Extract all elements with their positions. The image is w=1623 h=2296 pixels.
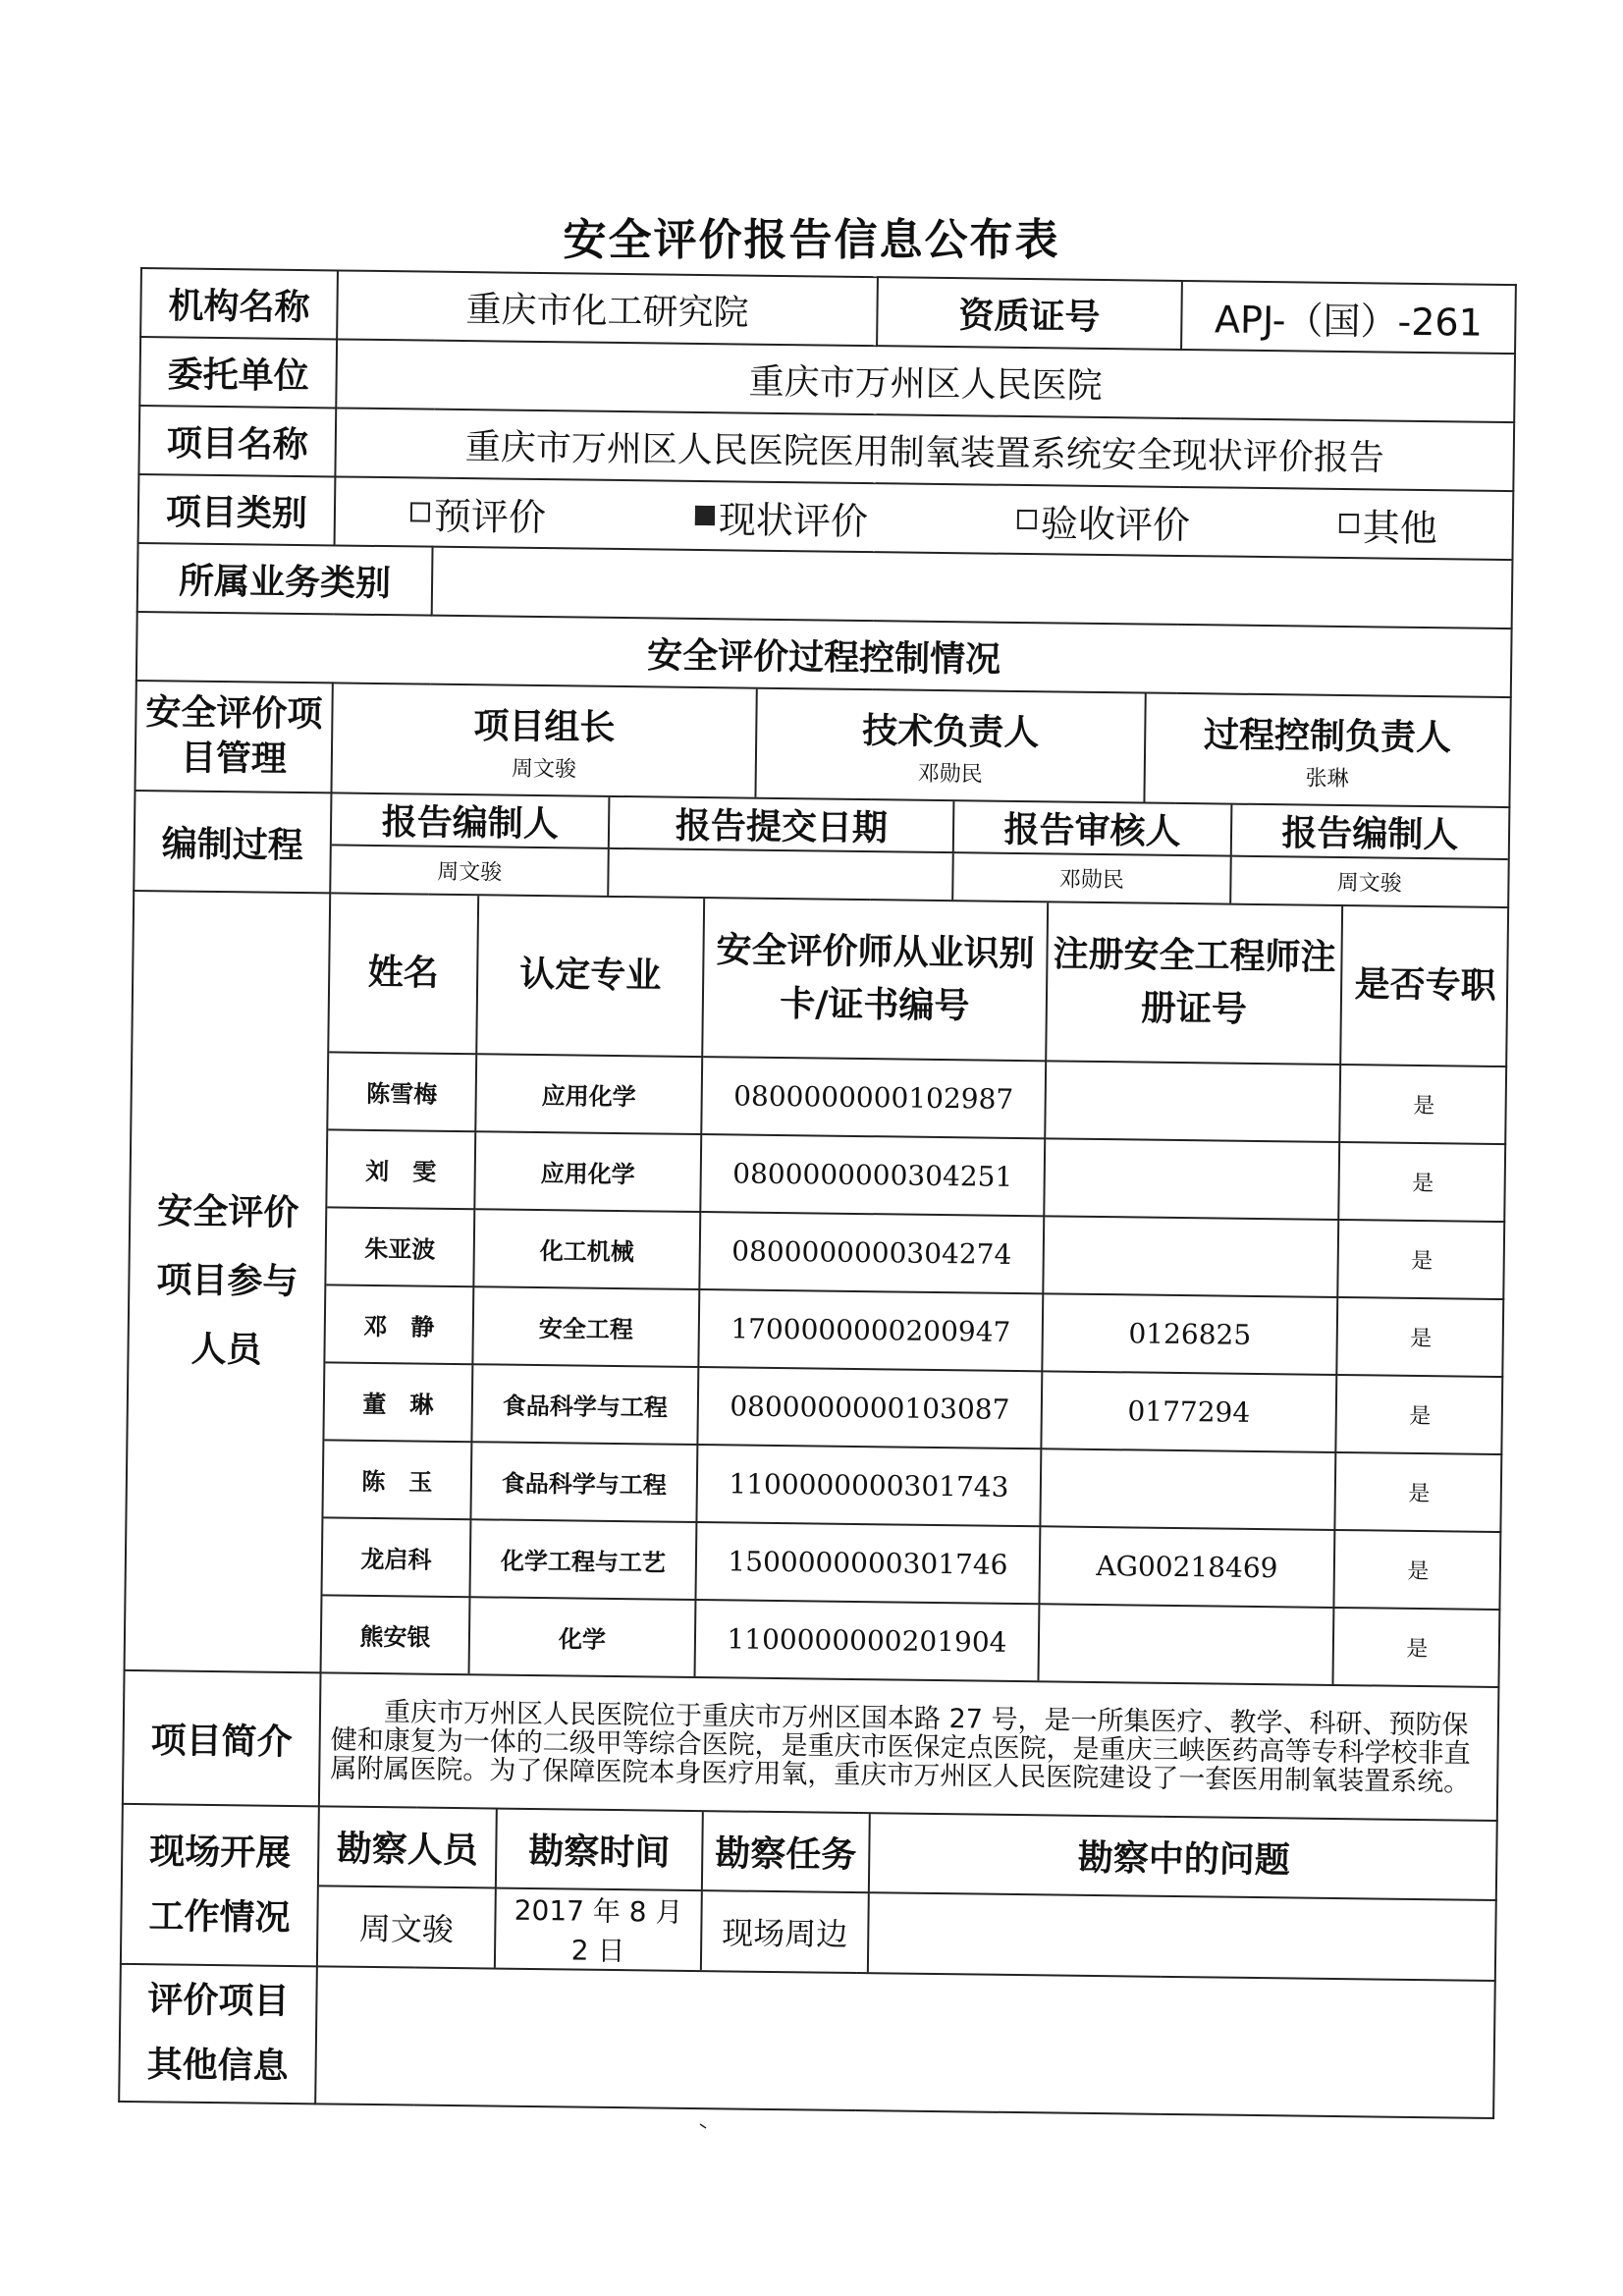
category-option-pre: 预评价 <box>410 485 547 541</box>
intro-text: 重庆市万州区人民医院位于重庆市万州区国本路 27 号，是一所集医疗、教学、科研、预防保健和康复为一体的二级甲等综合医院，是重庆市医保定点医院，是重庆三峡医药高等专科学校非直属附属医院。为了保障医院本身医疗用氧，重庆市万州区人民医院建设了一套医用制氧装置系统。 <box>319 1672 1499 1821</box>
compile-date-value <box>609 848 953 900</box>
header-name: 姓名 <box>329 894 478 1054</box>
participant-specialty: 化学 <box>469 1597 696 1676</box>
table-row <box>326 1207 1505 1299</box>
compile-author2-title: 报告编制人 <box>1230 805 1508 859</box>
management-roles <box>331 683 1510 807</box>
category-option-other: 其他 <box>1339 496 1438 551</box>
checkbox-checked-icon <box>695 506 715 525</box>
business-label: 所属业务类别 <box>137 543 433 616</box>
org-value: 重庆市化工研究院 <box>337 270 878 346</box>
org-label: 机构名称 <box>140 268 338 339</box>
survey-task: 现场周边 <box>701 1890 869 1972</box>
info-sheet <box>118 267 1515 2119</box>
participant-reg <box>1040 1449 1335 1530</box>
checkbox-icon <box>1339 514 1359 533</box>
survey-block <box>317 1806 1497 1981</box>
compile-author-title: 报告编制人 <box>332 793 610 847</box>
participant-card: 0800000000304274 <box>699 1212 1044 1293</box>
survey-person: 周文骏 <box>318 1886 496 1967</box>
participant-specialty: 食品科学与工程 <box>471 1364 698 1445</box>
intro-label: 项目简介 <box>123 1670 321 1806</box>
header-specialty: 认定专业 <box>476 896 704 1057</box>
participant-reg <box>1038 1604 1333 1684</box>
participant-card: 0800000000102987 <box>701 1057 1046 1138</box>
table-row <box>323 1440 1502 1532</box>
participant-specialty: 化工机械 <box>473 1209 700 1289</box>
survey-issue <box>868 1892 1497 1980</box>
business-value <box>432 547 1513 629</box>
participant-card: 0800000000304251 <box>700 1134 1045 1216</box>
participant-name: 龙启科 <box>322 1517 470 1597</box>
participant-name: 邓 静 <box>325 1285 473 1364</box>
project-label: 项目名称 <box>138 406 336 476</box>
compile-date-title: 报告提交日期 <box>609 797 953 852</box>
compile-author-value: 周文骏 <box>331 845 609 895</box>
participant-name: 熊安银 <box>322 1595 470 1673</box>
participant-reg <box>1043 1216 1338 1297</box>
participant-specialty: 应用化学 <box>474 1131 701 1212</box>
participants-block <box>321 893 1509 1687</box>
role-process: 过程控制负责人 张琳 <box>1144 694 1510 807</box>
info-table <box>118 267 1517 2119</box>
cert-label: 资质证号 <box>877 277 1182 350</box>
participants-label: 安全评价项目参与人员 <box>125 891 331 1672</box>
compile-reviewer-title: 报告审核人 <box>953 801 1231 855</box>
participant-name: 董 琳 <box>324 1362 472 1442</box>
survey-header-task: 勘察任务 <box>702 1812 870 1892</box>
cert-value: APJ-（国）-261 <box>1181 281 1516 354</box>
role-leader: 项目组长 周文骏 <box>332 683 757 796</box>
client-value: 重庆市万州区人民医院 <box>336 339 1515 422</box>
process-section-title: 安全评价过程控制情况 <box>136 612 1512 697</box>
table-row <box>322 1517 1501 1610</box>
participant-reg: AG00218469 <box>1039 1526 1334 1608</box>
participant-fulltime: 是 <box>1334 1452 1502 1532</box>
participant-specialty: 安全工程 <box>472 1286 699 1367</box>
survey-label: 现场开展工作情况 <box>121 1804 319 1966</box>
participant-card: 1100000000301743 <box>696 1445 1041 1526</box>
header-reg: 注册安全工程师注册证号 <box>1046 902 1342 1065</box>
table-row <box>322 1595 1501 1686</box>
table-row <box>325 1285 1504 1377</box>
participant-fulltime: 是 <box>1338 1142 1506 1222</box>
category-label: 项目类别 <box>138 474 336 545</box>
compile-reviewer-value: 邓勋民 <box>952 852 1230 902</box>
header-fulltime: 是否专职 <box>1340 906 1509 1066</box>
compile-label: 编制过程 <box>134 791 331 893</box>
participant-name: 朱亚波 <box>326 1207 474 1286</box>
survey-header-person: 勘察人员 <box>319 1807 497 1887</box>
document-title: 安全评价报告信息公布表 <box>563 215 1060 265</box>
survey-header-issue: 勘察中的问题 <box>869 1814 1498 1900</box>
participant-card: 1100000000201904 <box>695 1600 1040 1680</box>
table-row <box>324 1362 1503 1454</box>
checkbox-icon <box>410 502 430 521</box>
checkbox-icon <box>1017 510 1037 529</box>
participant-fulltime: 是 <box>1335 1375 1503 1454</box>
participant-fulltime: 是 <box>1337 1220 1505 1299</box>
participant-reg <box>1044 1138 1339 1220</box>
participant-name: 陈雪梅 <box>328 1052 476 1131</box>
compile-author2-value: 周文骏 <box>1230 856 1508 906</box>
participant-specialty: 食品科学与工程 <box>470 1442 697 1522</box>
participant-card: 1500000000301746 <box>695 1522 1040 1604</box>
project-value: 重庆市万州区人民医院医用制氧装置系统安全现状评价报告 <box>335 408 1514 491</box>
role-tech: 技术负责人 邓勋民 <box>756 689 1146 802</box>
compile-cols <box>330 793 1509 907</box>
participant-specialty: 化学工程与工艺 <box>469 1519 696 1600</box>
category-option-current: 现状评价 <box>695 488 869 544</box>
table-row <box>328 1052 1507 1144</box>
participant-name: 刘 雯 <box>327 1129 475 1209</box>
survey-date: 2017 年 8 月 2 日 <box>495 1888 702 1971</box>
participant-fulltime: 是 <box>1339 1065 1507 1144</box>
participant-card: 0800000000103087 <box>697 1367 1042 1449</box>
other-value <box>315 1966 1495 2118</box>
table-row <box>327 1129 1506 1222</box>
other-label: 评价项目其他信息 <box>119 1964 317 2104</box>
participant-card: 1700000000200947 <box>698 1289 1043 1371</box>
management-label: 安全评价项目管理 <box>135 681 332 793</box>
header-card: 安全评价师从业识别卡/证书编号 <box>702 899 1048 1061</box>
participants-table <box>322 894 1510 1686</box>
stray-mark-icon <box>699 2123 707 2129</box>
participant-reg: 0177294 <box>1041 1371 1336 1452</box>
survey-header-date: 勘察时间 <box>496 1810 703 1891</box>
participant-fulltime: 是 <box>1336 1297 1504 1377</box>
participant-specialty: 应用化学 <box>475 1054 702 1134</box>
participant-fulltime: 是 <box>1332 1608 1500 1686</box>
participant-fulltime: 是 <box>1333 1530 1501 1610</box>
participant-reg: 0126825 <box>1042 1293 1337 1375</box>
client-label: 委托单位 <box>139 337 337 408</box>
category-option-accept: 验收评价 <box>1017 492 1191 548</box>
participant-reg <box>1045 1061 1340 1142</box>
participant-name: 陈 玉 <box>323 1440 471 1519</box>
